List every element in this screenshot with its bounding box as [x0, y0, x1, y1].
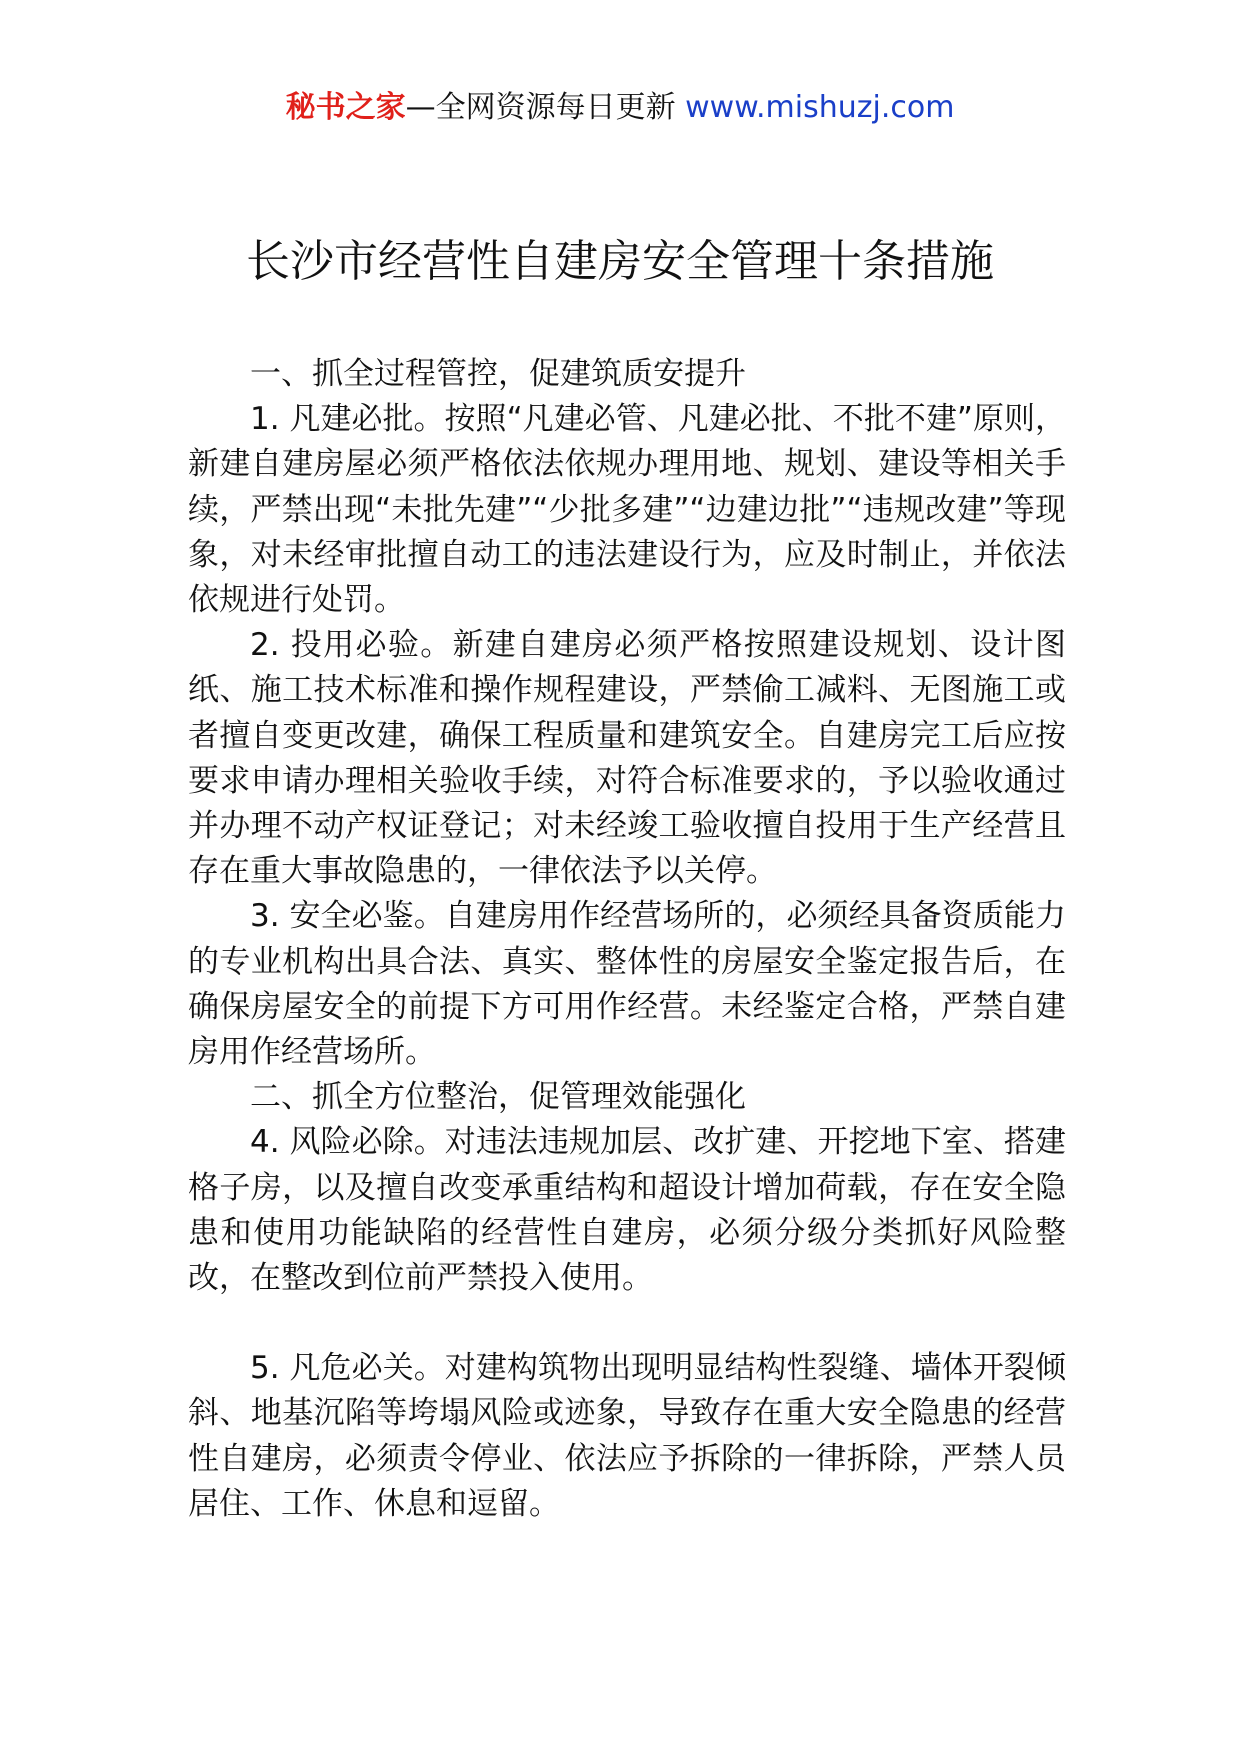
section-heading-1: 一、抓全过程管控，促建筑质安提升	[250, 356, 746, 392]
blank-line	[188, 1301, 1066, 1346]
paragraph-item-2: 2. 投用必验。新建自建房必须严格按照建设规划、设计图纸、施工技术标准和操作规程建设，严禁偷工减料、无图施工或者擅自变更改建，确保工程质量和建筑安全。自建房完工后应按要求申请办理相关验收手续，对符合标准要求的，予以验收通过并办理不动产权证登记；对未经竣工验收擅自投用于生产经营且存在重大事故隐患的，一律依法予以关停。	[188, 627, 1066, 890]
site-brand: 秘书之家	[285, 90, 406, 125]
paragraph-item-5: 5. 凡危必关。对建构筑物出现明显结构性裂缝、墙体开裂倾斜、地基沉陷等垮塌风险或迹象，导致存在重大安全隐患的经营性自建房，必须责令停业、依法应予拆除的一律拆除，严禁人员居住、工作、休息和逗留。	[188, 1350, 1066, 1522]
document-title: 长沙市经营性自建房安全管理十条措施	[246, 236, 994, 287]
section-heading-2: 二、抓全方位整治，促管理效能强化	[250, 1079, 746, 1116]
site-header	[0, 88, 1240, 128]
document-body	[188, 352, 1066, 1527]
paragraph-item-3: 3. 安全必鉴。自建房用作经营场所的，必须经具备资质能力的专业机构出具合法、真实、整体性的房屋安全鉴定报告后，在确保房屋安全的前提下方可用作经营。未经鉴定合格，严禁自建房用作经营场所。	[188, 898, 1066, 1071]
paragraph-item-1: 1. 凡建必批。按照“凡建必管、凡建必批、不批不建”原则，新建自建房屋必须严格依法依规办理用地、规划、建设等相关手续，严禁出现“未批先建”“少批多建”“边建边批”“违规改建”等现象，对未经审批擅自动工的违法建设行为，应及时制止，并依法依规进行处罚。	[188, 401, 1066, 619]
site-tagline: —全网资源每日更新	[405, 90, 686, 125]
paragraph-item-4: 4. 风险必除。对违法违规加层、改扩建、开挖地下室、搭建格子房，以及擅自改变承重结构和超设计增加荷载，存在安全隐患和使用功能缺陷的经营性自建房，必须分级分类抓好风险整改，在整改到位前严禁投入使用。	[188, 1124, 1066, 1297]
site-url-link[interactable]: www.mishuzj.com	[685, 90, 955, 125]
